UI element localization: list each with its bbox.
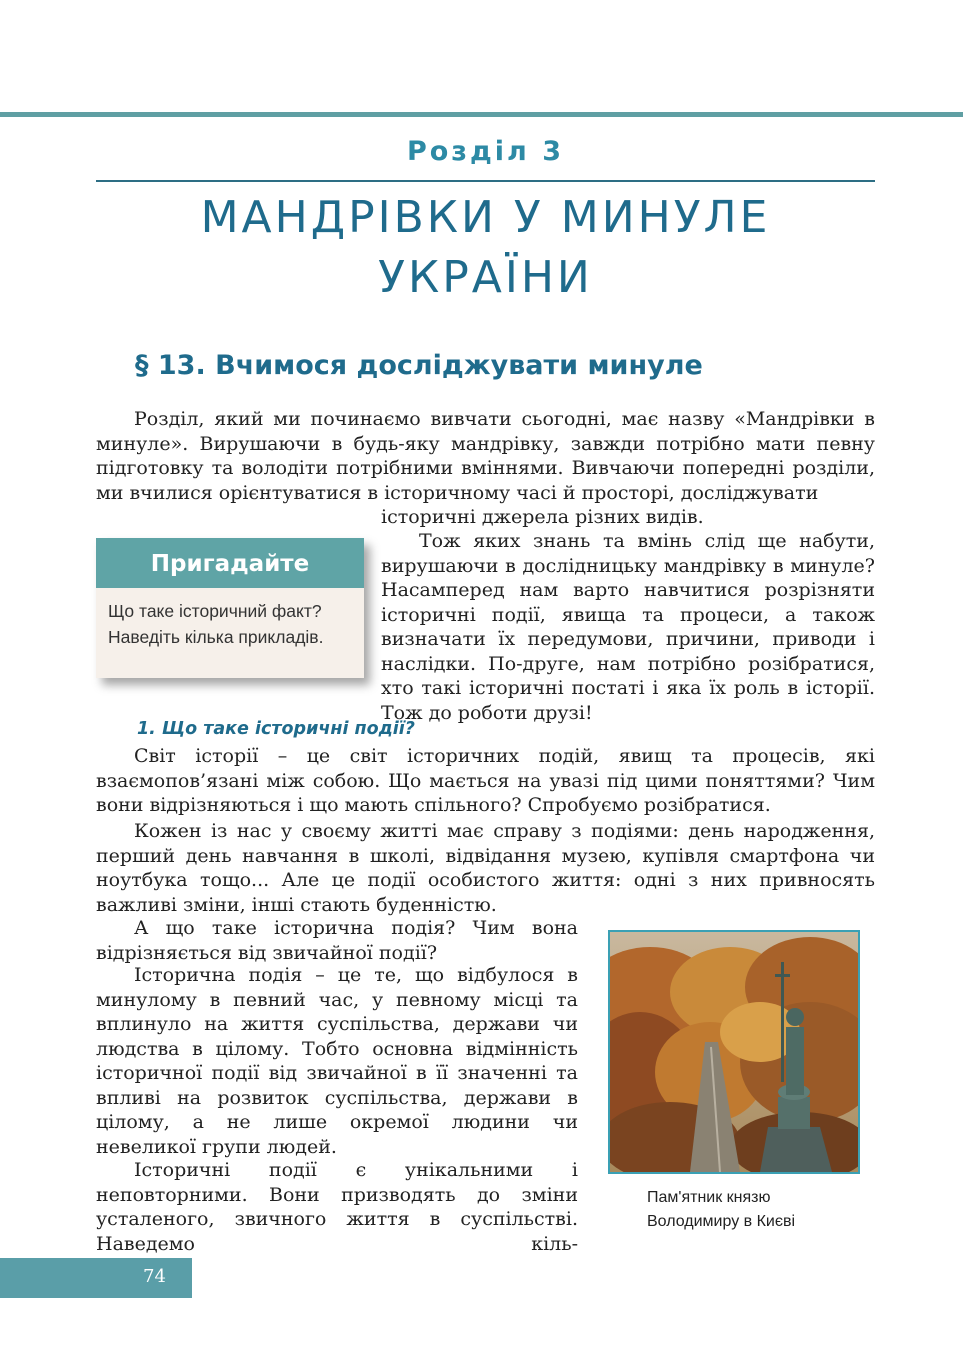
monument-photo-image [610,932,858,1172]
chapter-title-line-1: МАНДРІВКИ У МИНУЛЕ [200,192,771,243]
photo-caption-line-1: Пам'ятник князю [647,1189,771,1206]
section-rule [96,180,875,182]
paragraph-unique-events: Історичні події є унікальними і неповторними. Вони призводять до зміни усталеного, звичного життя в суспільстві. Наведемо кіль- [96,1159,578,1255]
chapter-title [96,188,875,308]
intro-paragraph-tail: історичні джерела різних видів. [381,506,704,528]
photo-caption [647,1186,867,1234]
photo-caption-line-2: Володимиру в Києві [647,1213,796,1230]
monument-photo [608,930,860,1174]
remember-heading: Пригадайте [96,538,364,588]
paragraph-question: А що таке історична подія? Чим вона відрізняється від звичайної події? [96,917,578,964]
paragraph-definition: Історична подія – це те, що відбулося в минулому в певний час, у певному місці та вплинуло на життя суспільства, держави чи людства в цілому. Тобто основна відмінність історичної події від звичайної в її значенні та впливі на розвиток суспільства, держави в цілому, а не лише окремої людини чи невеликої групи людей. [96,964,578,1158]
paragraph-everyday-events: Кожен із нас у своєму житті має справу з подіями: день народження, перший день навчання в школі, відвідання музею, купівля смартфона чи ноутбука тощо... Але це події особистого життя: одні з них привносять важливі зміни, інші стають буденністю. [96,820,875,916]
paragraph-title: § 13. Вчимося досліджувати минуле [135,350,703,381]
remember-box [96,538,364,678]
intro-paragraph: Розділ, який ми починаємо вивчати сьогодні, має назву «Мандрівки в минуле». Вирушаючи в будь-яку мандрівку, завжди потрібно мати певну підготовку та володіти потрібними вміннями. Вивчаючи попередні розділи, ми вчилися орієнтуватися в історичному часі й просторі, досліджувати [96,408,875,504]
section-label: Розділ 3 [406,136,565,167]
remember-text: Що таке історичний факт? Наведіть кілька прикладів. [108,601,324,647]
page-number: 74 [143,1266,166,1287]
chapter-title-line-2: УКРАЇНИ [378,252,593,303]
paragraph-world-of-history: Світ історії – це світ історичних подій, явищ та процесів, які взаємопов’язані між собою. Що мається на увазі під цими поняттями? Чим вони відрізняються і що мають спільного? Спробуємо розібратися. [96,745,875,816]
subheading-historical-events: 1. Що таке історичні події? [137,719,415,739]
intro-second-paragraph: Тож яких знань та вмінь слід ще набути, вирушаючи в дослідницьку мандрівку в минуле? Насамперед нам варто навчитися розрізняти історичні події, явища та процеси, а також визначати їх передумови, причини, приводи і наслідки. По-друге, нам потрібно розібратися, хто такі історичні постаті і яка їх роль в історії. Тож до роботи друзі! [381,530,875,724]
top-accent-bar [0,112,963,117]
